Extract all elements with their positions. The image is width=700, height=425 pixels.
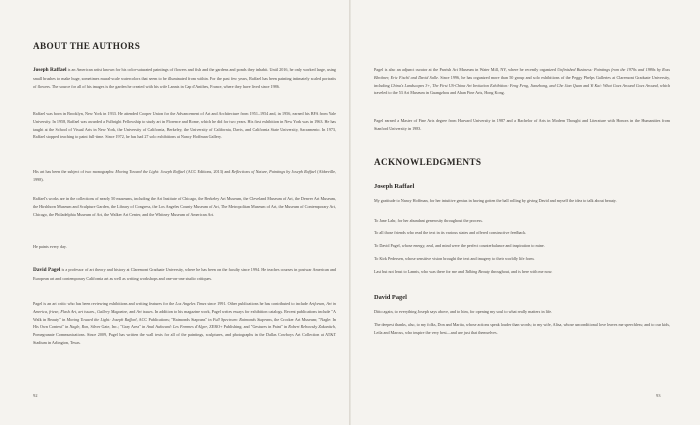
ack-raffael-p5: To Kirk Pedersen, whose sensitive vision brought the text and imagery to their worldly life form. bbox=[374, 256, 535, 261]
ack-pagel-p1: Ditto again, to everything Joseph says above, and to him, for opening my soul to what really matters in life. bbox=[374, 309, 553, 314]
raffael-bio-p2: Raffael was born in Brooklyn, New York in 1933. He attended Cooper Union for the Advancement of Art and Architecture from 1951–1954 and, in 1956, earned his BFA from Yale University. In 1958, Raffael was awarded a Fulbright Fellowship to study art in Florence and Rome, which he did for two years. His first exhibition in New York was in 1963. He has taught at the School of Visual Arts in New York, the University of California, Berkeley, the University of California, Davis, and California State University, Sacramento. In 1973, Raffael stopped teaching to paint full-time. Since 1972, he has had 27 solo exhibitions at Nancy Hoffman Gallery. bbox=[33, 111, 336, 140]
left-page bbox=[0, 0, 349, 425]
ack-pagel-heading: David Pagel bbox=[374, 294, 407, 301]
ack-raffael-p1: My gratitude to Nancy Hoffman, for her intuitive genius in having gotten the ball rolling by giving David and myself the idea to talk about beauty. bbox=[374, 198, 617, 203]
pagel-bio-p2: Pagel is an art critic who has been reviewing exhibitions and writing features for the Los Angeles Times since 1991. Other publications he has contributed to include Artforum, Art in America, frieze, Flash Art, art issues., Gallery Magazine, and Art issues. In addition to his magazine work, Pagel writes essays for exhibition catalogs. Recent publications include "A Walk in Beauty" in Moving Toward the Light: Joseph Raffael, ACC Publications; "Raimonds Staprans" in Full Spectrum: Raimonds Staprans, the Crocker Art Museum; "Nagle: In His Own Context" in Nagle, Ron, Silver Gate, Inc.; "Gray Area" in Anal Awkward: Les Femmes d'Alger, ZERO+ Publishing; and "Gestures in Paint" in Robert Rebowsky Zakanitch, Pomegranate Communications. Since 2009, Pagel has written the wall texts for all of the paintings, sculptures, and photographs in the Dallas Cowboys Art Collection at AT&T Stadium in Arlington, Texas. bbox=[33, 301, 337, 345]
acknowledgments-heading: ACKNOWLEDGMENTS bbox=[374, 157, 482, 167]
pagel-bio-p3: Pagel is also an adjunct curator at the Parrish Art Museum in Water Mill, NY, where he recently organized Unfinished Business: Paintings from the 1970s and 1980s by Ross Bleckner, Eric Fischl and David Salle. Since 1996, he has organized more than 50 group and solo exhibitions of the Peggy Phelps Galleries at Claremont Graduate University, including China's Landscapes 3+, The First US-China Art Invitation Exhibition: Feng Feng, Jianzhong, and Che Jian Quan and Yi Kai: What Goes Around Goes Around, which traveled to the 53 Art Museum in Guangzhou and Ahan Fine Arts, Hong Kong. bbox=[374, 67, 670, 96]
right-page bbox=[351, 0, 700, 425]
ack-raffael-heading: Joseph Raffael bbox=[374, 183, 415, 190]
pagel-name: David Pagel bbox=[33, 267, 61, 273]
ack-raffael-p2: To Jane Lahr, for her abundant generosity throughout the process. bbox=[374, 218, 483, 223]
page-number-left: 92 bbox=[33, 393, 38, 398]
raffael-name: Joseph Raffael bbox=[33, 67, 67, 73]
ack-raffael-p3: To all those friends who read the text in its various states and offered constructive feedback. bbox=[374, 230, 527, 235]
page-number-right: 93 bbox=[656, 393, 661, 398]
ack-raffael-p4: To David Pagel, whose energy, zeal, and mind were the perfect counterbalance and inspiration to mine. bbox=[374, 243, 545, 248]
about-authors-heading: ABOUT THE AUTHORS bbox=[33, 41, 141, 51]
raffael-bio-p3: His art has been the subject of two monographs: Moving Toward the Light: Joseph Raffael (ACC Editions, 2013) and Reflections of Nature, Paintings by Joseph Raffael (Abbeville, 1998). bbox=[33, 169, 336, 182]
ack-pagel-p2: The deepest thanks, also, to my folks, Don and Marita, whose actions speak louder than words; to my wife, Alisa, whose unconditional love leaves me speechless; and to our kids, Leila and Marcus, who inspire the very best—and are just that themselves. bbox=[374, 322, 670, 335]
pagel-bio-p4: Pagel earned a Master of Fine Arts degree from Harvard University in 1987 and a Bachelor of Arts in Modern Thought and Literature with Honors in the Humanities from Stanford University in 1983. bbox=[374, 118, 670, 131]
raffael-bio-p5: He paints every day. bbox=[33, 244, 67, 249]
pagel-bio-p1: David Pagel is a professor of art theory and history at Claremont Graduate University, where he has been on the faculty since 1994. He teaches courses in postwar American and European art and contemporary California art as well as writing workshops and one-on-one studio critiques. bbox=[33, 267, 336, 281]
ack-raffael-p6: Last but not least to Lannis, who was there for me and Talking Beauty throughout, and is here with me now. bbox=[374, 269, 553, 274]
raffael-bio-p1: Joseph Raffael is an American artist known for his color-saturated paintings of flowers and fish and the gardens and ponds they inhabit. Until 2016, he only worked large, using small brushes to make huge, sometimes mural-scale watercolors that seem to be illuminated from within. For the past few years, Raffael has been painting intimately scaled portraits of flowers. The source for all of his images is the garden he created with his wife Lannis in Cap d'Antibes, France, where they have lived since 1986. bbox=[33, 67, 336, 89]
raffael-bio-p4: Raffael's works are in the collections of nearly 50 museums, including the Art Institute of Chicago, the Berkeley Art Museum, the Cleveland Museum of Art, the Denver Art Museum, the Hirshhorn Museum and Sculpture Garden, the Library of Congress, the Los Angeles County Museum of Art, The Metropolitan Museum of Art, the Museum of Contemporary Art, Chicago, the Philadelphia Museum of Art, the Walker Art Center, and the Whitney Museum of American Art. bbox=[33, 196, 336, 217]
